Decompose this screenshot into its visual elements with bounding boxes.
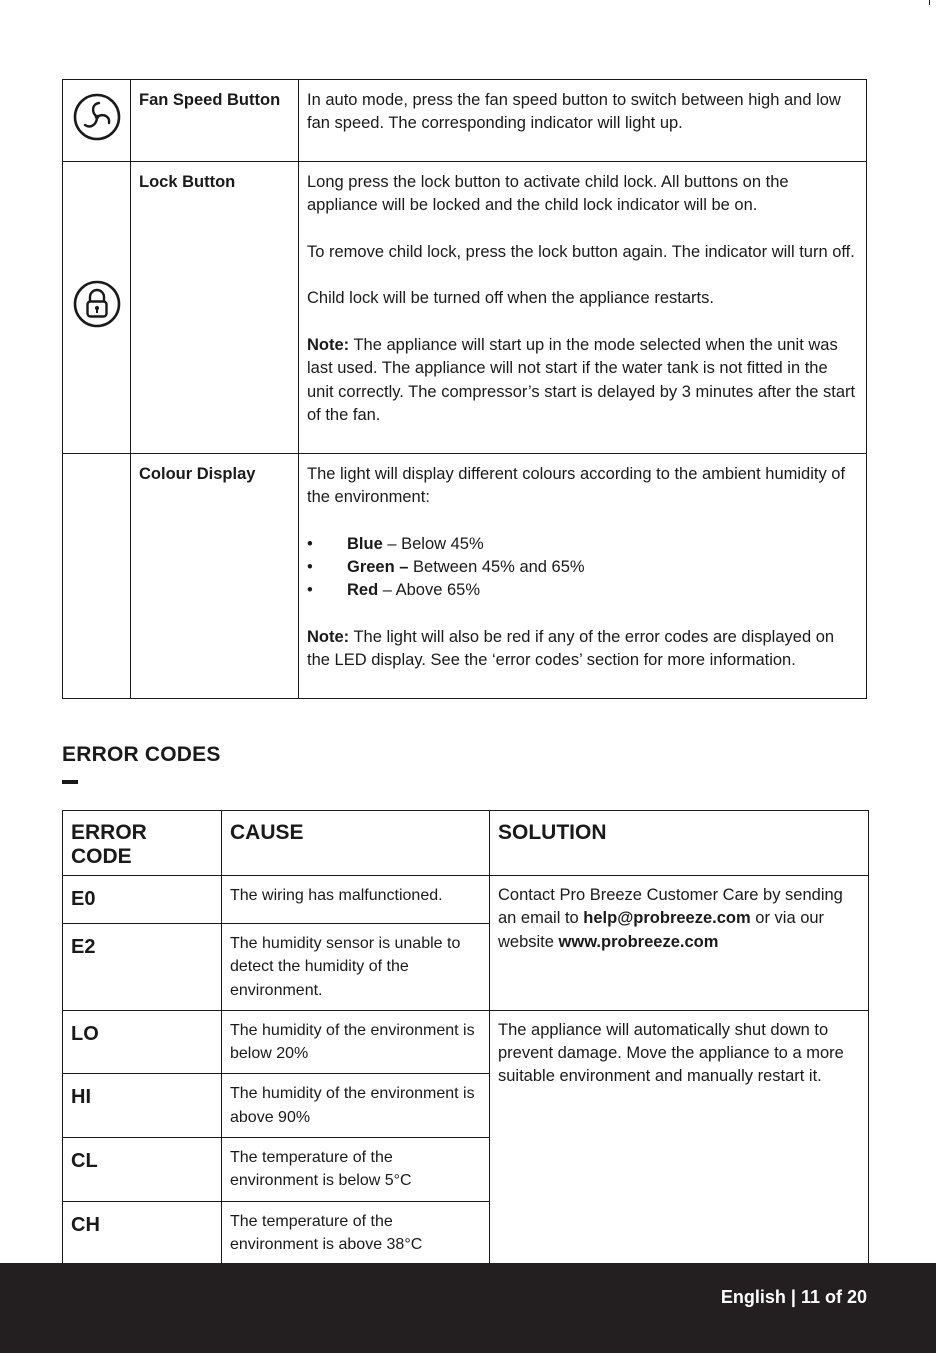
feature-paragraph: Long press the lock button to activate child lock. All buttons on the appliance will be locked and the child lock indicator will be on. — [307, 173, 789, 215]
colour-label: Red — [347, 581, 379, 600]
error-code: CH — [63, 1201, 222, 1265]
feature-paragraph: The light will display different colours according to the ambient humidity of the environment: — [307, 465, 846, 507]
solution-text: or via our website — [498, 909, 825, 951]
support-email: help@probreeze.com — [583, 909, 751, 928]
colour-range: – Below 45% — [382, 534, 484, 553]
solution-text: Contact Pro Breeze Customer Care by sending an email to — [498, 886, 843, 928]
lock-icon — [73, 280, 121, 328]
table-row — [63, 1010, 869, 1074]
bullet-icon: • — [307, 581, 313, 600]
feature-description — [299, 454, 867, 699]
error-code: CL — [63, 1138, 222, 1202]
error-cause: The humidity of the environment is above 90% — [222, 1074, 490, 1138]
colour-range: – Above 65% — [378, 581, 480, 600]
list-item — [307, 579, 858, 602]
error-codes-table — [62, 810, 869, 1265]
feature-name: Fan Speed Button — [131, 80, 299, 162]
feature-icon-cell — [63, 454, 131, 699]
error-solution: The appliance will automatically shut down to prevent damage. Move the appliance to a more suitable environment and manually restart it. — [490, 1010, 869, 1264]
title-underline — [62, 780, 78, 784]
colour-label: Green – — [347, 558, 409, 577]
feature-description — [299, 162, 867, 454]
error-cause: The temperature of the environment is below 5°C — [222, 1138, 490, 1202]
feature-icon-cell — [63, 80, 131, 162]
section-title: ERROR CODES — [62, 743, 221, 766]
table-row — [63, 876, 869, 924]
feature-icon-cell — [63, 162, 131, 454]
feature-paragraph: To remove child lock, press the lock button again. The indicator will turn off. — [307, 242, 855, 261]
page-corner-mark — [929, 0, 930, 5]
error-code: HI — [63, 1074, 222, 1138]
bullet-icon: • — [307, 534, 313, 553]
feature-name: Colour Display — [131, 454, 299, 699]
list-item — [307, 556, 858, 579]
feature-name: Lock Button — [131, 162, 299, 454]
feature-note — [307, 334, 858, 427]
table-header-row — [63, 811, 869, 876]
note-label: Note: — [307, 628, 350, 647]
note-text: The appliance will start up in the mode selected when the unit was last used. The appliance will not start if the water tank is not fitted in the unit correctly. The compressor’s start is delayed by 3 minutes after the start of the fan. — [307, 336, 856, 424]
error-cause: The humidity sensor is unable to detect the humidity of the environment. — [222, 924, 490, 1011]
colour-label: Blue — [347, 534, 383, 553]
note-text: The light will also be red if any of the error codes are displayed on the LED display. See the ‘error codes’ section for more information. — [307, 628, 835, 670]
feature-description — [299, 80, 867, 162]
bullet-icon: • — [307, 558, 313, 577]
feature-note — [307, 626, 858, 673]
list-item — [307, 533, 858, 556]
header-cause: CAUSE — [222, 811, 490, 876]
header-error-code: ERROR CODE — [63, 811, 222, 876]
colour-list — [307, 533, 858, 603]
error-code: E2 — [63, 924, 222, 1011]
colour-range: Between 45% and 65% — [408, 558, 585, 577]
feature-row-fan-speed — [63, 80, 867, 162]
fan-icon — [73, 93, 121, 141]
feature-paragraph: In auto mode, press the fan speed button to switch between high and low fan speed. The corresponding indicator will light up. — [307, 91, 841, 133]
feature-row-lock — [63, 162, 867, 454]
feature-row-colour-display — [63, 454, 867, 699]
feature-paragraph: Child lock will be turned off when the appliance restarts. — [307, 289, 714, 308]
error-cause: The wiring has malfunctioned. — [222, 876, 490, 924]
header-solution: SOLUTION — [490, 811, 869, 876]
support-website: www.probreeze.com — [558, 932, 719, 951]
page-footer — [0, 1263, 936, 1353]
error-solution — [490, 876, 869, 1011]
note-label: Note: — [307, 336, 350, 355]
error-code: E0 — [63, 876, 222, 924]
features-table — [62, 79, 867, 699]
error-cause: The humidity of the environment is below 20% — [222, 1010, 490, 1074]
error-code: LO — [63, 1010, 222, 1074]
page-number: English | 11 of 20 — [720, 1287, 867, 1307]
error-cause: The temperature of the environment is above 38°C — [222, 1201, 490, 1265]
